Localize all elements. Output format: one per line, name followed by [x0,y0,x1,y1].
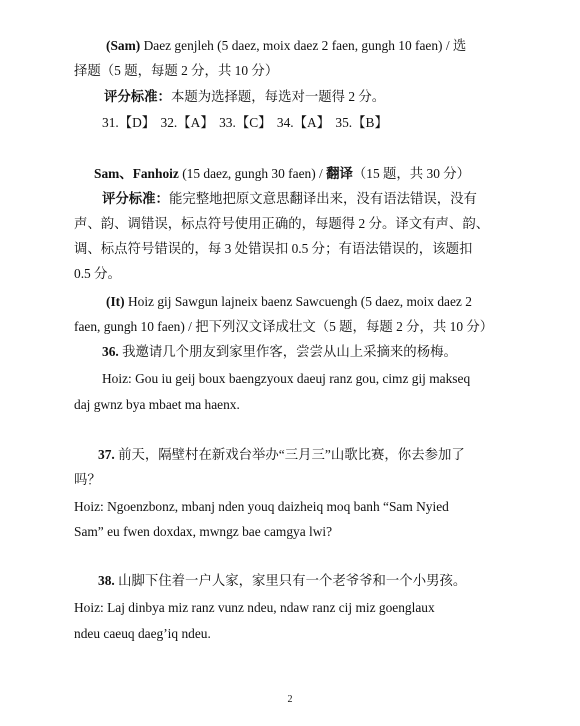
answer-36-line2: daj gwnz bya mbaet ma haenx. [74,397,240,412]
sam-heading-cont: 择题（5 题，每题 2 分，共 10 分） [74,63,279,78]
it-heading: (It) Hoiz gij Sawgun lajneix baenz Sawcuengh (5 daez, moix daez 2 [106,294,472,309]
question-38: 38. 山脚下住着一户人家，家里只有一个老爷爷和一个小男孩。 [98,573,467,588]
translation-criteria-1: 评分标准：能完整地把原文意思翻译出来，没有语法错误，没有 [102,191,477,206]
page-number: 2 [287,694,293,705]
it-heading-cont: faen, gungh 10 faen) / 把下列汉文译成壮文（5 题，每题 2 分，共 10 分） [74,319,494,334]
translation-criteria-2: 声、韵、调错误，标点符号使用正确的，每题得 2 分。译文有声、韵、 [74,216,490,231]
translation-criteria-4: 0.5 分。 [74,266,121,281]
answer-38-line2: ndeu caeuq daeg’iq ndeu. [74,626,211,641]
sam-heading: (Sam) Daez genjleh (5 daez, moix daez 2 faen, gungh 10 faen) / 选 [106,38,467,53]
question-37-line1: 37. 前天，隔壁村在新戏台举办“三月三”山歌比赛，你去参加了 [98,447,465,462]
sam-criteria: 评分标准：本题为选择题，每选对一题得 2 分。 [104,89,386,104]
answer-36-line1: Hoiz: Gou iu geij boux baengzyoux daeuj ranz gou, cimz gij makseq [102,371,471,386]
translation-criteria-3: 调、标点符号错误的，每 3 处错误扣 0.5 分；有语法错误的，该题扣 [74,241,473,256]
answer-37-line1: Hoiz: Ngoenzbonz, mbanj nden youq daizheiq moq banh “Sam Nyied [74,499,449,514]
answer-37-line2: Sam” eu fwen doxdax, mwngz bae camgya lwi? [74,524,333,539]
question-37-line2: 吗？ [74,472,101,487]
question-36: 36. 我邀请几个朋友到家里作客，尝尝从山上采摘来的杨梅。 [102,344,457,359]
translation-heading: Sam、Fanhoiz (15 daez, gungh 30 faen) / 翻译（15 题，共 30 分） [94,166,471,181]
answer-38-line1: Hoiz: Laj dinbya miz ranz vunz ndeu, ndaw ranz cij miz goenglaux [74,600,435,615]
sam-answers: 31.【D】 32.【A】 33.【C】 34.【A】 35.【B】 [102,115,388,130]
